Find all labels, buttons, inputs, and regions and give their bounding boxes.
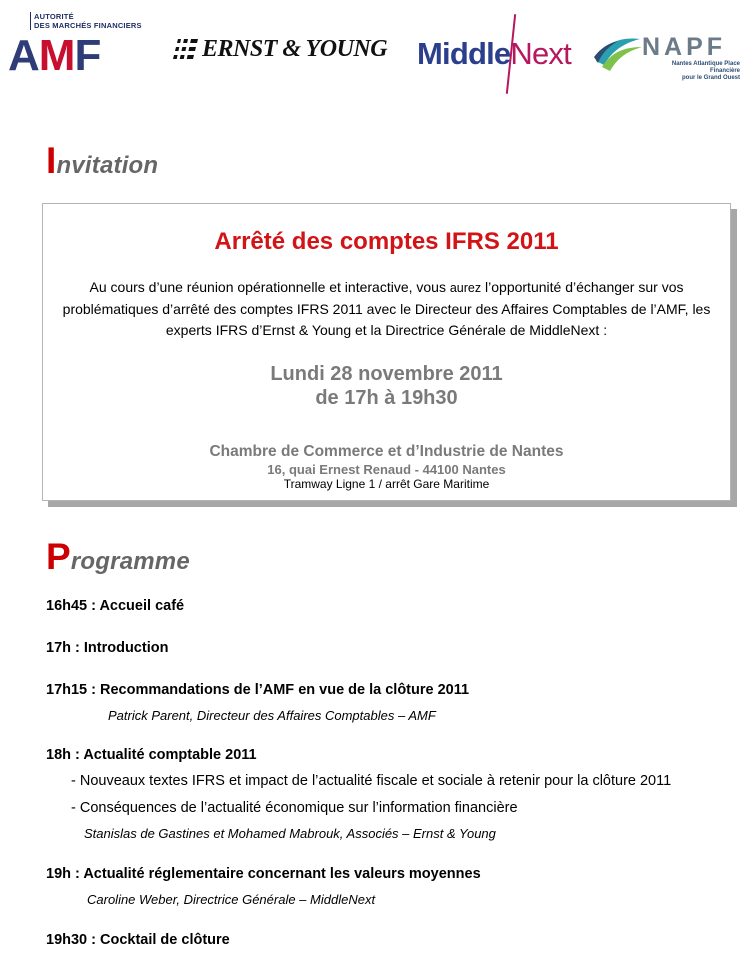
programme-subitem-economic-news: - Conséquences de l’actualité économique sur l’information financière xyxy=(71,800,518,816)
napf-wing-icon xyxy=(592,35,644,75)
intro-aurez: aurez xyxy=(449,281,482,295)
event-date-day: Lundi 28 novembre 2011 xyxy=(270,363,503,385)
amf-logo-word xyxy=(8,31,101,80)
programme-item-cocktail: 19h30 : Cocktail de clôture xyxy=(46,932,230,948)
invitation-intro xyxy=(53,277,720,341)
event-date-hours: de 17h à 19h30 xyxy=(315,387,458,409)
napf-sub-line2: pour le Grand Ouest xyxy=(681,75,740,81)
napf-sub-line1: Nantes Atlantique Place Financière xyxy=(671,61,740,74)
event-address: 16, quai Ernest Renaud - 44100 Nantes xyxy=(267,462,506,477)
programme-item-amf-recommendations: 17h15 : Recommandations de l’AMF en vue de la clôture 2011 xyxy=(46,682,470,698)
amf-letter-a: A xyxy=(8,31,39,80)
partner-logos xyxy=(0,0,750,100)
intro-part1: Au cours d’une réunion opérationnelle et interactive, vous xyxy=(89,279,450,295)
programme-heading-rest: rogramme xyxy=(70,548,190,575)
programme-item-welcome: 16h45 : Accueil café xyxy=(46,598,185,614)
middlenext-middle: Middle xyxy=(417,36,511,71)
napf-logo-word: NAPF xyxy=(642,33,727,61)
amf-letter-f: F xyxy=(74,31,101,80)
amf-caption-line2: DES MARCHÉS FINANCIERS xyxy=(34,21,142,30)
amf-caption-line1: AUTORITÉ xyxy=(34,12,74,21)
programme-subitem-ifrs-texts: - Nouveaux textes IFRS et impact de l’actualité fiscale et sociale à retenir pour la clôture 2011 xyxy=(71,773,672,789)
napf-logo xyxy=(592,33,747,81)
programme-heading xyxy=(46,536,190,578)
programme-speaker-middlenext: Caroline Weber, Directrice Générale – MiddleNext xyxy=(87,892,376,907)
event-tram-info: Tramway Ligne 1 / arrêt Gare Maritime xyxy=(283,477,490,491)
ey-logo-word: ERNST & YOUNG xyxy=(202,36,388,62)
invitation-heading-cap: I xyxy=(46,140,57,181)
amf-logo-caption xyxy=(30,12,142,30)
programme-item-regulatory-news: 19h : Actualité réglementaire concernant les valeurs moyennes xyxy=(46,866,481,882)
event-date xyxy=(43,362,730,410)
middlenext-next: Next xyxy=(510,36,571,71)
event-venue: Chambre de Commerce et d’Industrie de Nantes xyxy=(209,443,564,460)
programme-speaker-ey: Stanislas de Gastines et Mohamed Mabrouk, Associés – Ernst & Young xyxy=(84,826,496,841)
programme-item-introduction: 17h : Introduction xyxy=(46,640,169,656)
programme-item-accounting-news: 18h : Actualité comptable 2011 xyxy=(46,747,257,763)
middlenext-logo-word xyxy=(417,36,571,72)
invitation-heading xyxy=(46,140,158,182)
programme-speaker-amf: Patrick Parent, Directeur des Affaires Comptables – AMF xyxy=(108,708,436,723)
ey-bars-icon xyxy=(172,39,198,59)
invitation-box xyxy=(42,203,731,501)
amf-letter-m: M xyxy=(38,31,75,80)
event-title: Arrêté des comptes IFRS 2011 xyxy=(214,228,559,255)
programme-heading-cap: P xyxy=(46,536,71,577)
middlenext-logo xyxy=(417,14,577,94)
amf-logo xyxy=(8,8,143,88)
invitation-heading-rest: nvitation xyxy=(56,152,159,179)
intro-part2: l’opportunité d’échanger sur vos problématiques d’arrêté des comptes IFRS 2011 avec le Directeur des Affaires Comptables de l’AMF, les experts IFRS d’Ernst & Young et la Directrice Générale de MiddleNext : xyxy=(62,279,711,338)
napf-logo-subtitle xyxy=(650,61,740,82)
